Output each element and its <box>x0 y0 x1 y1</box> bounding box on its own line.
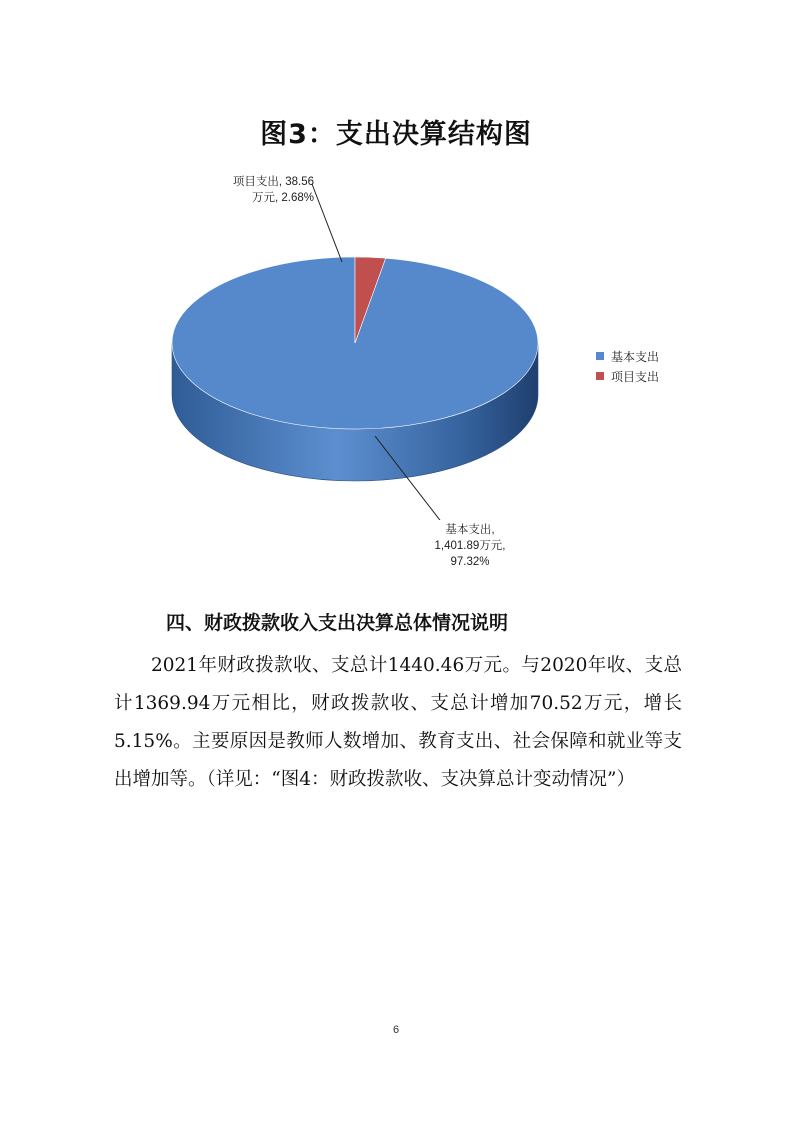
slice-label-basic <box>400 522 540 570</box>
body-paragraph: 2021年财政拨款收、支总计1440.46万元。与2020年收、支总计1369.94万元相比，财政拨款收、支总计增加70.52万元，增长5.15%。主要原因是教师人数增加、教育支出、社会保障和就业等支出增加等。（详见：“图4：财政拨款收、支决算总计变动情况”） <box>114 655 682 790</box>
chart-legend <box>596 346 659 386</box>
legend-swatch-project <box>596 372 604 380</box>
legend-swatch-basic <box>596 352 604 360</box>
page-number: 6 <box>392 1024 400 1036</box>
slice-label-project <box>204 174 314 206</box>
legend-label-project: 项目支出 <box>611 369 660 384</box>
legend-label-basic: 基本支出 <box>611 349 660 364</box>
slice-label-project-line1: 项目支出, 38.56 <box>232 176 314 188</box>
slice-label-basic-line2: 1,401.89万元, <box>434 540 506 552</box>
section-heading: 四、财政拨款收入支出决算总体情况说明 <box>166 612 509 634</box>
slice-label-basic-line1: 基本支出, <box>445 524 495 536</box>
slice-label-basic-line3: 97.32% <box>450 556 490 568</box>
slice-label-project-line2: 万元, 2.68% <box>252 192 314 204</box>
legend-item-project <box>596 366 659 386</box>
leader-line-project <box>312 184 342 262</box>
pie-chart <box>150 160 570 520</box>
legend-item-basic <box>596 346 659 366</box>
chart-title: 图3：支出决算结构图 <box>260 119 532 150</box>
